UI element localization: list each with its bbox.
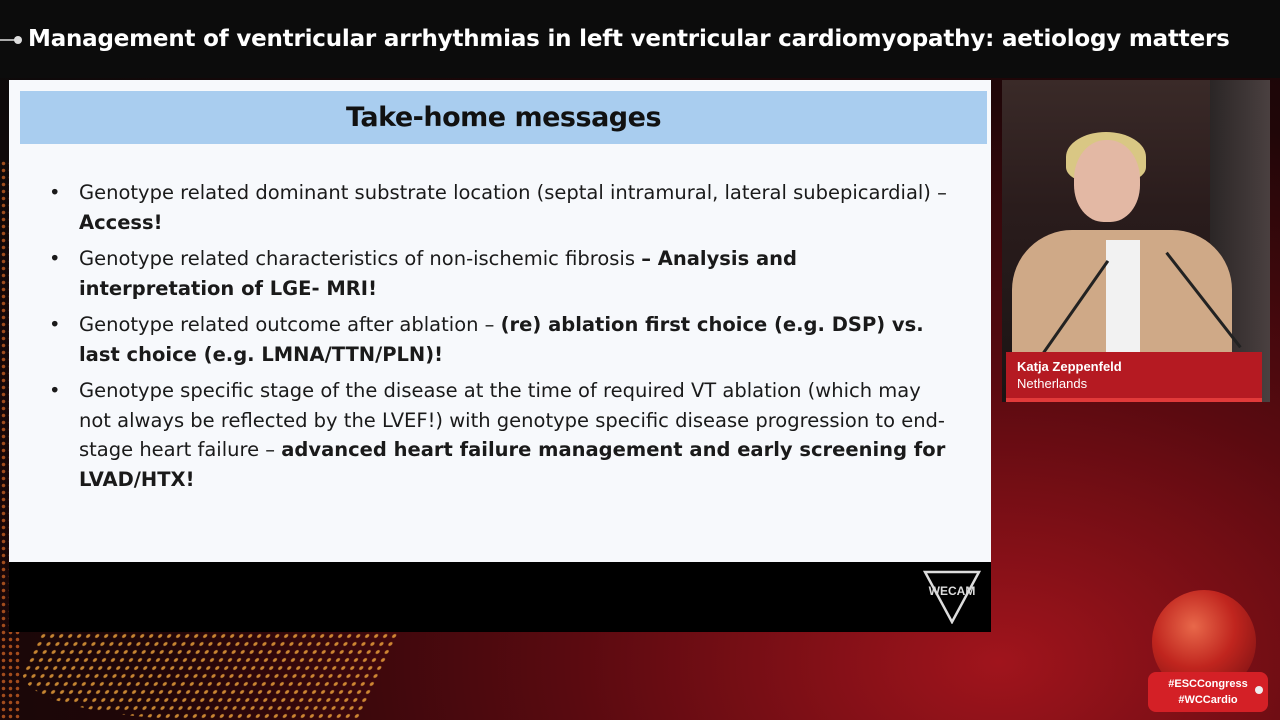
- bullet-text: Genotype specific stage of the disease at the time of required VT ablation (which may not always be reflected by the LVEF!) with genotype specific disease progression to end-stage heart failure –: [79, 379, 945, 461]
- slide-footer: [9, 562, 991, 632]
- speaker-name-plate: [1006, 352, 1262, 402]
- bullet-emphasis: (re) ablation first choice (e.g. DSP) vs. last choice (e.g. LMNA/TTN/PLN)!: [79, 313, 924, 366]
- bullet-icon: •: [49, 247, 61, 270]
- hashtag-esc: #ESCCongress: [1168, 678, 1248, 690]
- bullet-emphasis: – Analysis and interpretation of LGE- MRI!: [79, 247, 797, 300]
- bullet-text: Genotype related dominant substrate location (septal intramural, lateral subepicardial) –: [79, 181, 947, 204]
- list-item: [49, 244, 949, 303]
- list-item: [49, 178, 949, 237]
- bullet-text: Genotype related outcome after ablation –: [79, 313, 501, 336]
- presentation-slide: [9, 80, 991, 562]
- hashtag-wc: #WCCardio: [1178, 694, 1238, 706]
- session-title: Management of ventricular arrhythmias in left ventricular cardiomyopathy: aetiology matters: [28, 26, 1230, 52]
- bullet-text: Genotype related characteristics of non-ischemic fibrosis: [79, 247, 642, 270]
- logo-text: WECAM: [928, 584, 976, 598]
- bullet-list: [49, 178, 949, 501]
- hashtag-badge: [1148, 672, 1268, 712]
- list-item: [49, 310, 949, 369]
- slide-header: [20, 91, 987, 144]
- bullet-emphasis: Access!: [79, 210, 163, 234]
- speaker-face: [1074, 140, 1140, 222]
- bullet-icon: •: [49, 313, 61, 336]
- speaker-shirt: [1106, 240, 1140, 352]
- badge-dot-decoration: [1255, 686, 1263, 694]
- bullet-emphasis: advanced heart failure management and early screening for LVAD/HTX!: [79, 438, 946, 491]
- title-dot-decoration: [14, 36, 22, 44]
- title-bar: [0, 0, 1280, 78]
- speaker-country: Netherlands: [1017, 376, 1088, 391]
- wecam-logo: [923, 570, 981, 624]
- speaker-name: Katja Zeppenfeld: [1017, 359, 1122, 374]
- slide-heading: Take-home messages: [345, 102, 662, 133]
- bullet-icon: •: [49, 181, 61, 204]
- list-item: [49, 376, 949, 494]
- dots-swirl-decoration: [0, 632, 401, 720]
- bullet-icon: •: [49, 379, 61, 402]
